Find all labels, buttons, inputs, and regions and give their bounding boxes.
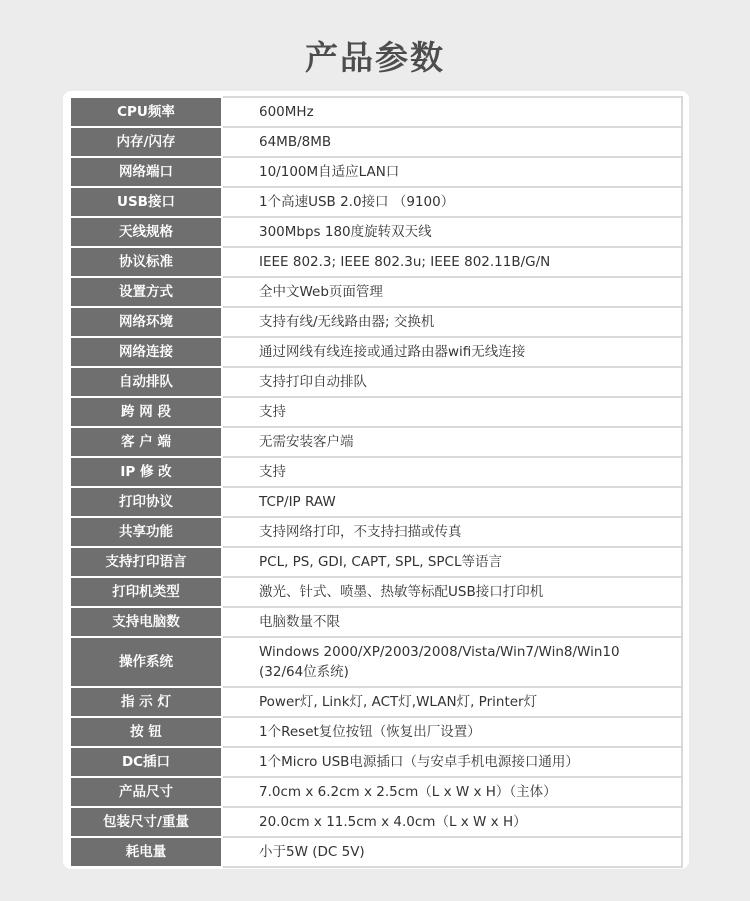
table-row: [70, 607, 682, 637]
spec-value: 无需安装客户端: [222, 427, 682, 457]
spec-value: Power灯, Link灯, ACT灯,WLAN灯, Printer灯: [222, 687, 682, 717]
table-row: [70, 127, 682, 157]
spec-value: 通过网线有线连接或通过路由器wifi无线连接: [222, 337, 682, 367]
spec-key: DC插口: [70, 747, 222, 777]
spec-value: 支持: [222, 457, 682, 487]
spec-key: 支持打印语言: [70, 547, 222, 577]
spec-value: 激光、针式、喷墨、热敏等标配USB接口打印机: [222, 577, 682, 607]
spec-value: 全中文Web页面管理: [222, 277, 682, 307]
spec-value: 600MHz: [222, 97, 682, 127]
table-row: [70, 157, 682, 187]
spec-value: 电脑数量不限: [222, 607, 682, 637]
spec-key: 耗电量: [70, 837, 222, 867]
spec-key: 自动排队: [70, 367, 222, 397]
table-row: [70, 777, 682, 807]
spec-key: 协议标准: [70, 247, 222, 277]
spec-key: 跨 网 段: [70, 397, 222, 427]
spec-value: 小于5W (DC 5V): [222, 837, 682, 867]
spec-key: 网络端口: [70, 157, 222, 187]
spec-value: 1个Reset复位按钮（恢复出厂设置）: [222, 717, 682, 747]
spec-key: 打印协议: [70, 487, 222, 517]
spec-value: 64MB/8MB: [222, 127, 682, 157]
table-row: [70, 247, 682, 277]
spec-value: 支持网络打印，不支持扫描或传真: [222, 517, 682, 547]
spec-value: 支持打印自动排队: [222, 367, 682, 397]
table-row: [70, 367, 682, 397]
spec-value-line: Windows 2000/XP/2003/2008/Vista/Win7/Win8/Win10: [259, 644, 620, 660]
spec-value: 7.0cm x 6.2cm x 2.5cm（L x W x H）（主体）: [222, 777, 682, 807]
spec-key: 客 户 端: [70, 427, 222, 457]
spec-key: 按 钮: [70, 717, 222, 747]
table-row: [70, 427, 682, 457]
table-row: [70, 837, 682, 867]
spec-value: 1个Micro USB电源插口（与安卓手机电源接口通用）: [222, 747, 682, 777]
spec-value: 支持有线/无线路由器; 交换机: [222, 307, 682, 337]
table-row: [70, 457, 682, 487]
spec-key: 天线规格: [70, 217, 222, 247]
table-row: [70, 687, 682, 717]
spec-key: 支持电脑数: [70, 607, 222, 637]
spec-value: 20.0cm x 11.5cm x 4.0cm（L x W x H）: [222, 807, 682, 837]
table-row: [70, 337, 682, 367]
spec-value: 10/100M自适应LAN口: [222, 157, 682, 187]
spec-value: 1个高速USB 2.0接口 （9100）: [222, 187, 682, 217]
table-row: [70, 577, 682, 607]
spec-key: 包装尺寸/重量: [70, 807, 222, 837]
spec-key: CPU频率: [70, 97, 222, 127]
spec-value: IEEE 802.3; IEEE 802.3u; IEEE 802.11B/G/N: [222, 247, 682, 277]
spec-key: IP 修 改: [70, 457, 222, 487]
spec-key: 共享功能: [70, 517, 222, 547]
spec-value: TCP/IP RAW: [222, 487, 682, 517]
table-row: [70, 397, 682, 427]
table-row: [70, 97, 682, 127]
table-row: [70, 717, 682, 747]
spec-key: 网络连接: [70, 337, 222, 367]
spec-key: 指 示 灯: [70, 687, 222, 717]
spec-key: 网络环境: [70, 307, 222, 337]
table-row: [70, 307, 682, 337]
table-row: [70, 747, 682, 777]
table-row: [70, 547, 682, 577]
spec-key: 打印机类型: [70, 577, 222, 607]
table-row: [70, 277, 682, 307]
table-row: [70, 187, 682, 217]
table-row: [70, 637, 682, 687]
spec-value-line: (32/64位系统): [259, 664, 349, 680]
table-row: [70, 517, 682, 547]
spec-key: 内存/闪存: [70, 127, 222, 157]
spec-key: 设置方式: [70, 277, 222, 307]
spec-value: PCL, PS, GDI, CAPT, SPL, SPCL等语言: [222, 547, 682, 577]
spec-value: 支持: [222, 397, 682, 427]
page-title: 产品参数: [305, 38, 445, 77]
spec-key: 产品尺寸: [70, 777, 222, 807]
spec-card: [63, 91, 689, 869]
spec-value: 300Mbps 180度旋转双天线: [222, 217, 682, 247]
table-row: [70, 487, 682, 517]
spec-value: [222, 637, 682, 687]
spec-key: 操作系统: [70, 637, 222, 687]
spec-table: [69, 96, 683, 868]
table-row: [70, 807, 682, 837]
spec-key: USB接口: [70, 187, 222, 217]
table-row: [70, 217, 682, 247]
